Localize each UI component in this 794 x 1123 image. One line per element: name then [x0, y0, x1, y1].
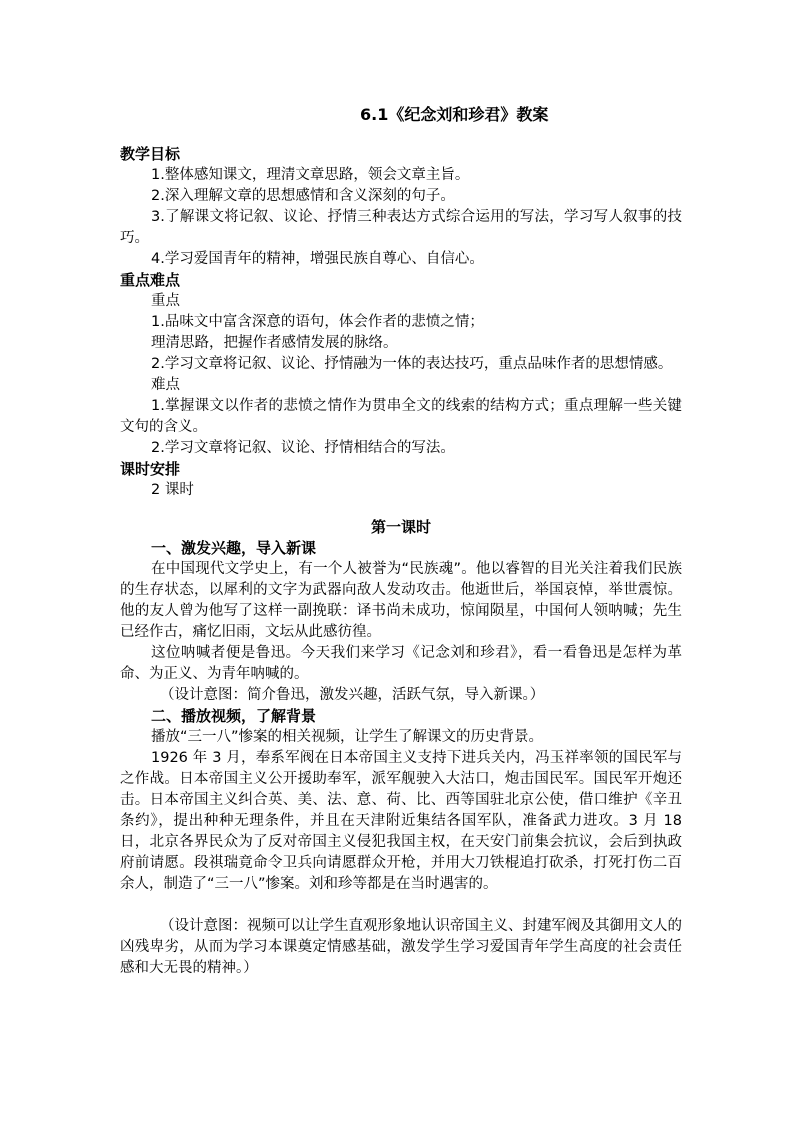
goal-item: 1.整体感知课文，理清文章思路，领会文章主旨。 [151, 167, 470, 183]
section2-paragraph: 1926 年 3 月，奉系军阀在日本帝国主义支持下进兵关内，冯玉祥率领的国民军与之作战。日本帝国主义公开援助奉军，派军舰驶入大沽口，炮击国民军。国民军开炮还击。日本帝国主义纠合英、美、法、意、荷、比、西等国驻北京公使，借口维护《辛丑条约》，提出种种无理条件，并且在天津附近集结各国军队，准备武力进攻。3 月 18 日，北京各界民众为了反对帝国主义侵犯我国主权，在天安门前集会抗议，会后到执政府前请愿。段祺瑞竟命令卫兵向请愿群众开枪，并用大刀铁棍追打砍杀，打死打伤二百余人，制造了“三一八”惨案。刘和珍等都是在当时遇害的。 [120, 750, 682, 892]
section2-paragraph: 播放“三一八”惨案的相关视频，让学生了解课文的历史背景。 [151, 729, 544, 745]
focus-item: 2.学习文章将记叙、议论、抒情融为一体的表达技巧，重点品味作者的思想情感。 [151, 356, 673, 372]
focus-item: 理清思路，把握作者感情发展的脉络。 [151, 335, 398, 351]
section1-heading: 一、激发兴趣，导入新课 [151, 539, 317, 557]
difficulty-item: 2.学习文章将记叙、议论、抒情相结合的写法。 [151, 440, 455, 456]
key-heading: 重点难点 [120, 271, 181, 289]
focus-label: 重点 [151, 293, 180, 309]
focus-item: 1.品味文中富含深意的语句，体会作者的悲愤之情； [151, 314, 484, 330]
goal-item: 2.深入理解文章的思想感情和含义深刻的句子。 [151, 188, 455, 204]
section1-paragraph: 在中国现代文学史上，有一个人被誉为“民族魂”。他以睿智的目光关注着我们民族的生存状态，以犀利的文字为武器向敌人发动攻击。他逝世后，举国哀悼，举世震惊。他的友人曾为他写了这样一副挽联：译书尚未成功，惊闻陨星，中国何人领呐喊；先生已经作古，痛忆旧雨，文坛从此感彷徨。 [120, 561, 682, 640]
difficulty-item: 1.掌握课文以作者的悲愤之情作为贯串全文的线索的结构方式；重点理解一些关键文句的含义。 [120, 398, 682, 435]
section1-paragraph: 这位呐喊者便是鲁迅。今天我们来学习《记念刘和珍君》，看一看鲁迅是怎样为革命、为正义、为青年呐喊的。 [120, 645, 682, 682]
goal-item: 3.了解课文将记叙、议论、抒情三种表达方式综合运用的写法，学习写人叙事的技巧。 [120, 209, 682, 246]
lesson1-heading: 第一课时 [370, 518, 431, 536]
spacer [120, 895, 682, 916]
section1-note: （设计意图：简介鲁迅，激发兴趣，活跃气氛，导入新课。） [160, 687, 545, 703]
schedule-heading: 课时安排 [120, 460, 181, 478]
section2-note: （设计意图：视频可以让学生直观形象地认识帝国主义、封建军阀及其御用文人的凶残卑劣，从而为学习本课奠定情感基础，激发学生学习爱国青年学生高度的社会责任感和大无畏的精神。） [120, 918, 682, 976]
document-title: 6.1《纪念刘和珍君》教案 [360, 105, 549, 124]
goals-heading: 教学目标 [120, 145, 181, 163]
difficulty-label: 难点 [151, 377, 180, 393]
section2-heading: 二、播放视频，了解背景 [151, 707, 317, 725]
goal-item: 4.学习爱国青年的精神，增强民族自尊心、自信心。 [151, 251, 484, 267]
schedule-value: 2 课时 [151, 482, 194, 498]
